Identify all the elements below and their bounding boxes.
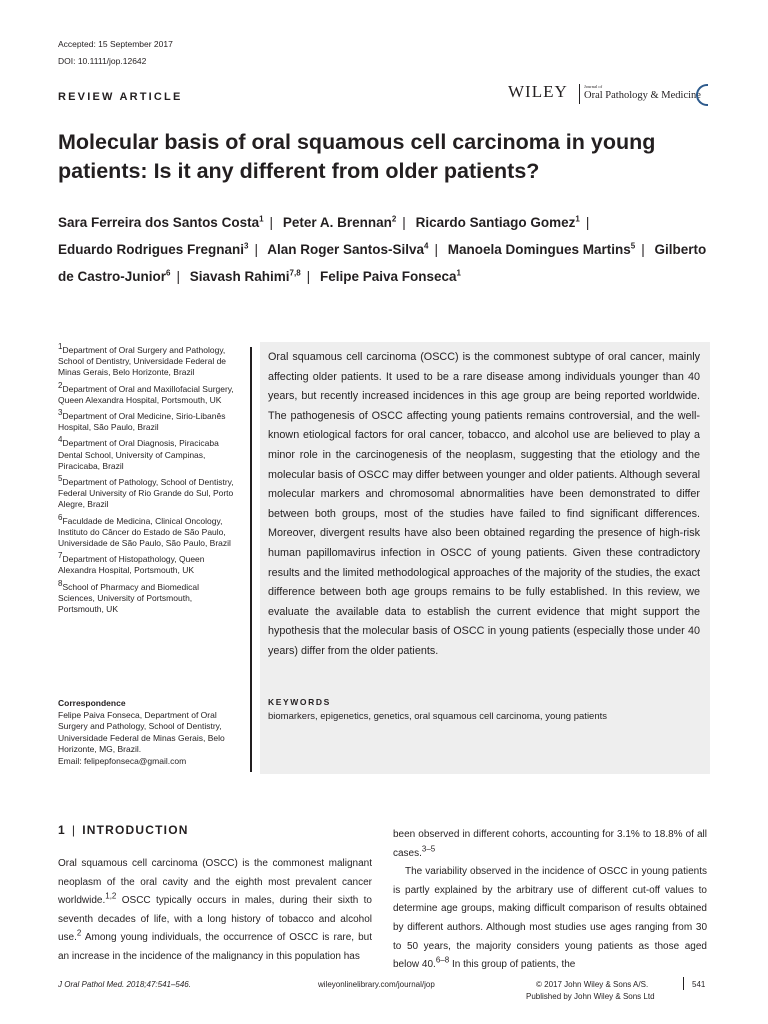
author[interactable]: Gilberto de Castro-Junior$^6$ [58, 242, 707, 284]
affiliation: $^7$Department of Histopathology, Queen Alexandra Hospital, Portsmouth, UK [58, 551, 205, 576]
journal-logo-small: Journal of [584, 84, 603, 89]
paragraph: Oral squamous cell carcinoma (OSCC) is the commonest malignant neoplasm of the oral cavity and the eighth most prevalent cancer worldwide.$^{1,2}$ OSCC typically occurs in males, during their sixth to seventh decades of life, with a long history of tobacco and alcohol use.$^2$ Among young individuals, the occurrence of OSCC is rare, but an increase in the incidence of the malignancy in this population has [58, 858, 372, 962]
affiliation: $^2$Department of Oral and Maxillofacial Surgery, Queen Alexandra Hospital, Portsmouth, UK [58, 380, 234, 405]
correspondence-heading: Correspondence [58, 698, 126, 708]
keywords-heading: KEYWORDS [268, 697, 331, 707]
affiliation: $^1$Department of Oral Surgery and Pathology, School of Dentistry, Universidade Federal de Minas Gerais, Belo Horizonte, Brazil [58, 342, 227, 378]
correspondence [58, 698, 243, 767]
affiliation: $^5$Department of Pathology, School of Dentistry, Federal University of Rio Grande do Sul, Porto Alegre, Brazil [58, 474, 234, 510]
correspondence-email[interactable]: Email: felipepfonseca@gmail.com [58, 755, 187, 766]
affiliations [58, 342, 238, 620]
doi[interactable]: DOI: 10.1111/jop.12642 [58, 56, 147, 66]
author-list: Sara Ferreira dos Santos Costa$^1$ | Peter A. Brennan$^2$ | Ricardo Santiago Gomez$^1$ | Eduardo Rodrigues Fregnani$^3$ | Alan Roger Santos-Silva$^4$ | Manoela Domingues Martins$^5$ | Gilberto de Castro-Junior$^6$ | Siavash Rahimi$^{7,8}$ | Felipe Paiva Fonseca$^1$ [58, 214, 707, 284]
section-heading: 1 | INTRODUCTION [58, 823, 189, 837]
abstract-text: Oral squamous cell carcinoma (OSCC) is the commonest subtype of oral cancer, mainly affecting older patients. It used to be a rare disease among individuals younger than 40 years, but recently increased incidences in this age group are being reported worldwide. The pathogenesis of OSCC affecting young patients remains controversial, and the well-known etiological factors for oral cancer, tobacco, and alcohol use are believed to play a minor role in the carcinogenesis of the neoplasm, suggesting that the etiology and the molecular basis of OSCC may differ between younger and older patients. Although several molecular markers and chromosomal abnormalities have been demonstrated to differ between both groups, most of the studies have failed to find significant differences. Moreover, divergent results have also been obtained regarding the presence of high-risk human papillomavirus infection in OSCC of young patients. Given these contradictory results and the limited methodological approaches of the majority of the studies, the exact difference between both age groups remains to be fully established. In this review, we evaluate the available data to establish the current evidence that might support the hypothesis that the molecular basis of OSCC in young patients (especially those under 40 years) differ from the older patients. [268, 351, 700, 657]
journal-logo-name: Oral Pathology & Medicine [584, 90, 701, 101]
article-type: REVIEW ARTICLE [58, 91, 183, 103]
author[interactable]: Eduardo Rodrigues Fregnani$^3$ [58, 241, 249, 257]
divider [250, 347, 252, 772]
correspondence-body: Felipe Paiva Fonseca, Department of Oral Surgery and Pathology, School of Dentistry, Universidade Federal de Minas Gerais, Belo Horizonte, MG, Brazil. [58, 709, 225, 754]
author[interactable]: Sara Ferreira dos Santos Costa$^1$ [58, 214, 264, 230]
body-column-right [393, 826, 707, 975]
author[interactable]: Felipe Paiva Fonseca$^1$ [319, 268, 461, 284]
footer-divider [683, 977, 684, 990]
journal-swoosh-icon [696, 84, 708, 106]
footer-published: Published by John Wiley & Sons Ltd [526, 992, 655, 1001]
affiliation: $^4$Department of Oral Diagnosis, Piracicaba Dental School, University of Campinas, Piracicaba, Brazil [58, 435, 219, 471]
journal-logo [579, 84, 708, 104]
paragraph: been observed in different cohorts, accounting for 3.1% to 18.8% of all cases.$^{3-5}$ [393, 829, 707, 859]
author[interactable]: Peter A. Brennan$^2$ [282, 214, 397, 230]
author[interactable]: Ricardo Santiago Gomez$^1$ [415, 214, 580, 230]
affiliation: $^6$Faculdade de Medicina, Clinical Oncology, Instituto do Câncer do Estado de São Paulo, Universidade de São Paulo, São Paulo, Brazil [58, 512, 231, 549]
article-title: Molecular basis of oral squamous cell carcinoma in young patients: Is it any different from older patients? [58, 130, 656, 183]
body-column-left [58, 855, 372, 967]
keywords-list: biomarkers, epigenetics, genetics, oral squamous cell carcinoma, young patients [268, 711, 608, 722]
accepted-date: Accepted: 15 September 2017 [58, 39, 173, 49]
footer-copyright: © 2017 John Wiley & Sons A/S. [536, 980, 649, 989]
publisher-logo: WILEY [508, 82, 568, 101]
affiliation: $^3$Department of Oral Medicine, Sirio-Libanês Hospital, São Paulo, Brazil [58, 408, 226, 433]
affiliation: $^8$School of Pharmacy and Biomedical Sciences, University of Portsmouth, Portsmouth, UK [58, 578, 199, 615]
author[interactable]: Alan Roger Santos-Silva$^4$ [267, 241, 429, 257]
footer-citation: J Oral Pathol Med. 2018;47:541–546. [58, 980, 191, 989]
author[interactable]: Siavash Rahimi$^{7,8}$ [189, 268, 301, 284]
page-number: 541 [692, 980, 706, 989]
paragraph: The variability observed in the incidence of OSCC in young patients is partly explained by the arbitrary use of different cut-off values to determine age groups, making difficult comparison of results obtained by different authors. Although most studies use ages ranging from 30 to 50 years, the majority considers young patients as those aged below 40.$^{6-8}$ In this group of patients, the [393, 866, 707, 971]
footer-url[interactable]: wileyonlinelibrary.com/journal/jop [318, 980, 435, 989]
author[interactable]: Manoela Domingues Martins$^5$ [447, 241, 636, 257]
